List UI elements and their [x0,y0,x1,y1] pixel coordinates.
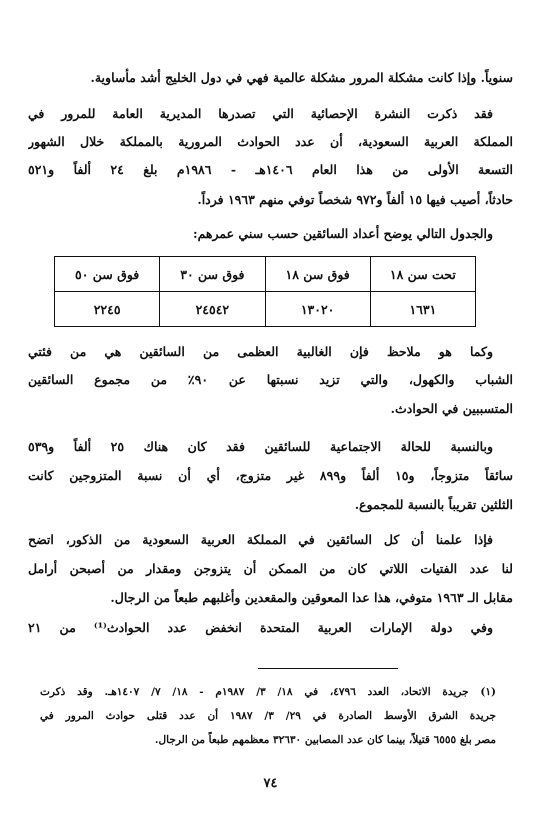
text-line: الشباب والكهول، والتي تزيد نسبتها عن ٩٠٪ من مجموع السائقين [28,372,513,387]
table-header-cell: فوق سن ٥٠ [55,257,160,292]
text-line: سنوياً. وإذا كانت مشكلة المرور مشكلة عالمية فهي في دول الخليج أشد مأساوية. [90,70,513,85]
text-line: سائقاً متزوجاً، و١٥ ألفاً و٨٩٩ غير متزوج، أي أن نسبة المتزوجين كانت [28,468,513,483]
text-line: لنا عدد الفتيات اللاتي كان من الممكن أن يتزوجن ومقدار من أصبحن أرامل [28,561,513,576]
footnote-line: جريدة الشرق الأوسط الصادرة في ٢٩/ ٣/ ١٩٨٧ أن عدد قتلى حوادث المرور في [40,710,496,722]
table-header-cell: فوق سن ٣٠ [160,257,265,292]
table-caption: والجدول التالي يوضح أعداد السائقين حسب سني عمرهم: [192,226,493,241]
text-line: فقد ذكرت النشرة الإحصائية التي تصدرها المديرية العامة للمرور في [28,106,493,121]
text-line: المتسببين في الحوادث. [390,401,513,416]
footnote-separator [258,668,398,669]
text-line: وكما هو ملاحظ فإن الغالبية العظمى من السائقين هي من فئتي [28,344,493,359]
table-row [55,292,476,327]
table-header-row [55,257,476,292]
text-line: المملكة العربية السعودية، أن عدد الحوادث المرورية بالمملكة خلال الشهور [28,134,513,149]
text-line: التسعة الأولى من هذا العام ١٤٠٦هـ - ١٩٨٦م بلغ ٢٤ ألفاً و٥٢١ [28,162,513,177]
table-header-cell: تحت سن ١٨ [370,257,475,292]
text-line: وبالنسبة للحالة الاجتماعية للسائقين فقد كان هناك ٢٥ ألفاً و٥٣٩ [28,439,494,454]
table-header-cell: فوق سن ١٨ [265,257,370,292]
text-line: الثلثين تقريباً بالنسبة للمجموع. [354,497,513,512]
text-line: حادثاً، أصيب فيها ١٥ ألفاً و٩٧٢ شخصاً توفي منهم ١٩٦٣ فرداً. [197,192,513,207]
table-cell: ٢٤٥٤٢ [160,292,265,327]
footnote-line: مصر بلغ ٦٥٥٥ قتيلاً، بينما كان عدد المصابين ٣٢٦٣٠ معظمهم طبعاً من الرجال. [154,734,496,746]
drivers-age-table [54,256,476,327]
page-number: ٧٤ [263,776,278,791]
text-line: وفي دولة الإمارات العربية المتحدة انخفض عدد الحوادث⁽¹⁾ من ٢١ [28,620,494,635]
text-line: مقابل الـ ١٩٦٣ متوفي، هذا عدا المعوقين والمقعدين وأغلبهم طبعاً من الرجال. [110,590,513,605]
table-cell: ١٦٣١ [370,292,475,327]
table-cell: ٢٢٤٥ [55,292,160,327]
table-cell: ١٣٠٢٠ [265,292,370,327]
footnote-line: (١) جريدة الاتحاد، العدد ٤٧٩٦، في ١٨/ ٣/ ١٩٨٧م - ١٨/ ٧/ ١٤٠٧هـ. وقد ذكرت [40,686,496,698]
text-line: فإذا علمنا أن كل السائقين في المملكة العربية السعودية من الذكور، اتضح [28,532,493,547]
